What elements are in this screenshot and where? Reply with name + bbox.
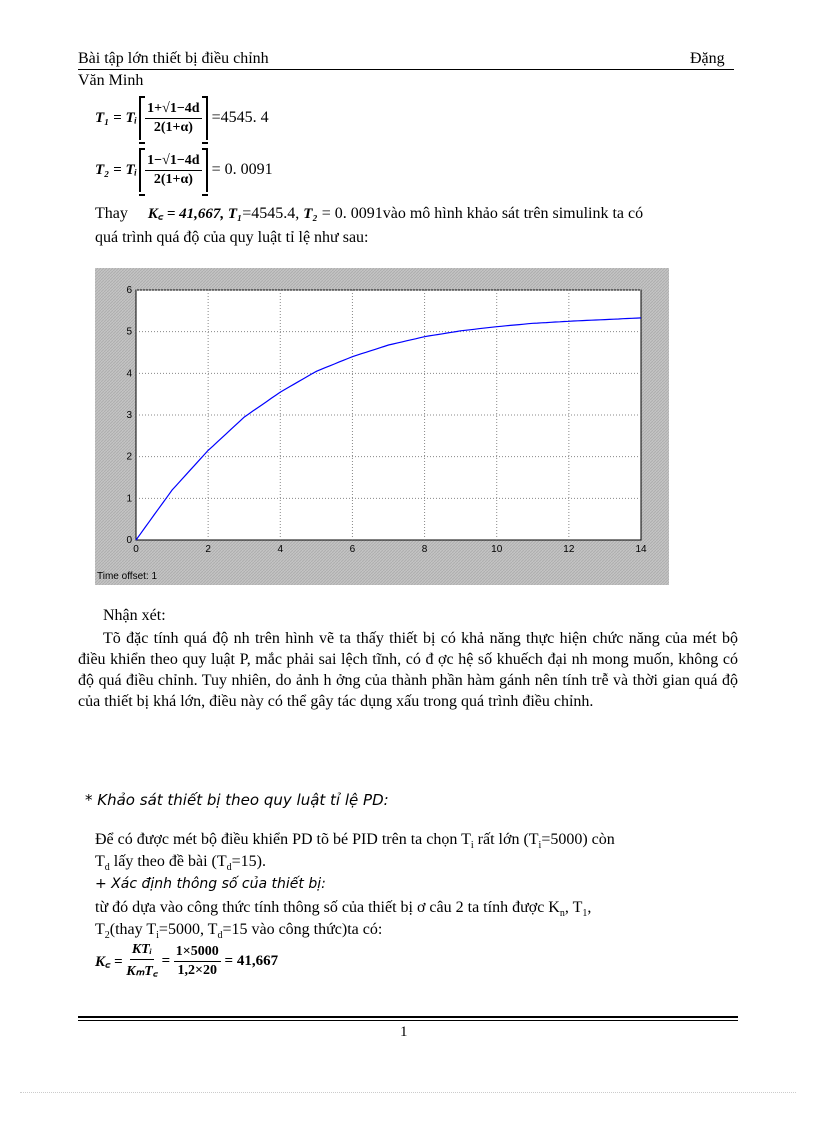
y-tick-label: 2 (126, 451, 132, 463)
equation-kc-numerator-2: 1×5000 (174, 944, 221, 962)
y-tick-label: 1 (126, 493, 132, 505)
thay-middle: =4545.4, (242, 205, 304, 222)
equation-kc-result: = 41,667 (224, 952, 279, 969)
header-author: Đặng (690, 50, 725, 67)
x-tick-label: 2 (205, 544, 211, 555)
equation-t2-value: = 0. 0091 (211, 161, 273, 178)
equation-kc-denominator-1: KₘT꜀ (126, 964, 158, 979)
scope-chart (95, 268, 669, 585)
x-tick-label: 8 (421, 544, 428, 555)
y-tick-label: 5 (126, 326, 132, 338)
text-run: , T (564, 899, 583, 916)
equation-t1 (95, 96, 269, 140)
y-tick-label: 4 (126, 368, 132, 380)
equation-t1-denominator: 2(1+α) (153, 119, 193, 135)
text-run: T (95, 921, 105, 938)
x-tick-label: 0 (133, 544, 139, 555)
thay-formula-t2: T₂ (303, 206, 318, 222)
subscript: i (470, 840, 474, 852)
remark-body: Tõ đặc tính quá độ nh trên hình vẽ ta thấy thiết bị có khả năng thực hiện chức năng của mét bộ điều khiển theo quy luật P, mắc phải sai lệch tĩnh, có đ ợc hệ số khuếch đại nh mong muốn, không có độ quá điều chỉnh. Tuy nhiên, do ảnh h ởng của thành phần hàm gánh nên tính trễ và thời gian quá độ của thiết bị khá lớn, điều này có thể gây tác dụng xấu trong quá trình điều chỉnh. (78, 630, 738, 710)
equation-kc: K꜀ = $\frac{\text{KTᵢ}}{\text{KₘT꜀}}$ = $\frac{1\times 5000}{1,2\times 20}$ = 41,667 (95, 942, 279, 979)
subscript: d (104, 862, 110, 874)
thay-line (95, 203, 740, 225)
equation-kc-lhs: K꜀ = (95, 954, 123, 970)
header-title: Bài tập lớn thiết bị điều chỉnh (78, 50, 269, 67)
y-tick-label: 3 (126, 410, 132, 421)
x-tick-label: 14 (635, 544, 647, 555)
equation-t2-bracket (139, 148, 207, 192)
time-offset-label: Time offset: 1 (97, 571, 158, 582)
text-run: =5000, T (158, 921, 218, 938)
text-run: từ đó dựa vào công thức tính thông số của thiết bị ơ câu 2 ta tính được K (95, 899, 560, 916)
x-tick-label: 4 (277, 544, 284, 555)
equation-t2 (95, 148, 273, 192)
text-run: T (95, 853, 105, 870)
footer-rule-thin (78, 1020, 738, 1021)
subscript: n (559, 908, 565, 920)
text-run: Để có được mét bộ điều khiển PD tõ bé PID trên ta chọn T (95, 831, 471, 848)
x-tick-label: 6 (349, 544, 356, 555)
text-run: rất lớn (T (473, 831, 539, 848)
section-pd-heading: * Khảo sát thiết bị theo quy luật tỉ lệ PD: (85, 791, 389, 809)
text-run: (thay T (109, 921, 157, 938)
equation-t2-fraction (145, 153, 201, 188)
thay-line-2: quá trình quá độ của quy luật tỉ lệ như sau: (95, 229, 369, 246)
equation-kc-denominator-2: 1,2×20 (177, 962, 218, 978)
equation-t2-denominator: 2(1+α) (153, 171, 193, 187)
subscript: d (226, 862, 232, 874)
x-tick-label: 12 (563, 544, 575, 555)
thay-suffix: = 0. 0091vào mô hình khảo sát trên simulink ta có (317, 205, 644, 222)
thay-prefix: Thay (95, 205, 128, 222)
y-tick-label: 6 (126, 285, 132, 296)
footer-rule-thick (78, 1016, 738, 1018)
equation-t1-bracket (139, 96, 207, 140)
scope-chart-panel (95, 268, 669, 585)
text-run: =5000) còn (541, 831, 615, 848)
equation-kc-fraction-1 (126, 942, 157, 980)
equation-t2-numerator: 1−√1−4d (145, 153, 201, 171)
header-author-continuation: Văn Minh (78, 72, 144, 89)
section-pd-subheading: + Xác định thông số của thiết bị: (95, 876, 326, 892)
equation-kc-numerator-1: KTᵢ (130, 942, 154, 960)
thay-formula-kc: K꜀ = 41,667, T₁ (147, 206, 243, 222)
equation-t1-fraction (145, 101, 201, 136)
text-run: =15). (231, 853, 266, 870)
y-tick-label: 0 (126, 535, 132, 546)
equation-t1-value: =4545. 4 (211, 109, 269, 126)
text-run: =15 vào công thức)ta có: (222, 921, 383, 938)
subscript: i (538, 840, 542, 852)
equation-kc-fraction-2 (174, 944, 221, 979)
equation-t1-lhs: T₁ = Tᵢ (95, 109, 138, 126)
subscript: 2 (104, 930, 110, 942)
text-run: lấy theo đề bài (T (109, 853, 227, 870)
equation-t2-lhs: T₂ = Tᵢ (95, 161, 138, 178)
x-tick-label: 10 (491, 544, 503, 555)
subscript: 1 (582, 908, 588, 920)
text-run: , (587, 899, 592, 916)
page-number: 1 (400, 1024, 408, 1040)
subscript: i (156, 930, 159, 942)
header-rule (78, 69, 734, 70)
equation-t1-numerator: 1+√1−4d (145, 101, 201, 119)
subscript: d (217, 930, 223, 942)
page-bottom-border (20, 1092, 796, 1093)
remark-title: Nhận xét: (103, 607, 166, 624)
